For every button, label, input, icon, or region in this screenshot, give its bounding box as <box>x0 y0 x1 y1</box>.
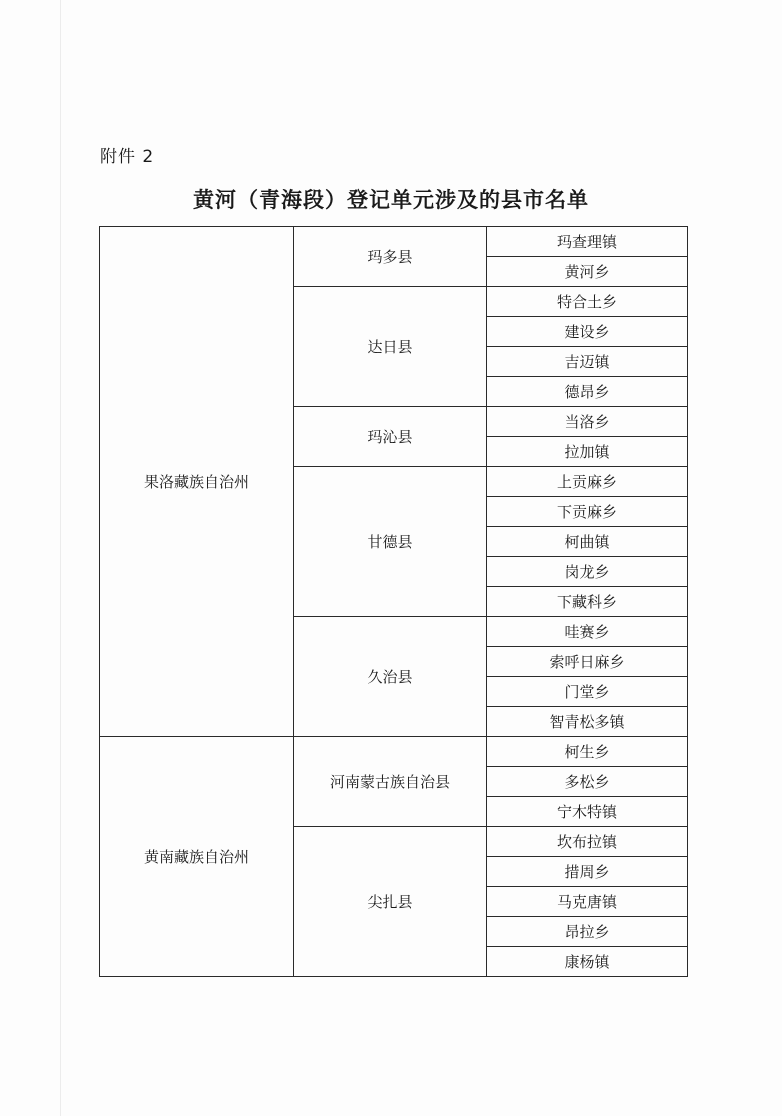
town-cell: 哇赛乡 <box>487 617 688 647</box>
town-cell: 措周乡 <box>487 857 688 887</box>
town-cell: 当洛乡 <box>487 407 688 437</box>
scan-edge-line <box>60 0 61 1116</box>
town-cell: 柯曲镇 <box>487 527 688 557</box>
table-body <box>100 227 688 977</box>
town-cell: 索呼日麻乡 <box>487 647 688 677</box>
town-cell: 康杨镇 <box>487 947 688 977</box>
table-row <box>100 227 688 257</box>
town-cell: 黄河乡 <box>487 257 688 287</box>
town-cell: 特合土乡 <box>487 287 688 317</box>
county-list-table <box>99 226 688 977</box>
county-cell: 河南蒙古族自治县 <box>294 737 487 827</box>
town-cell: 昂拉乡 <box>487 917 688 947</box>
county-cell: 甘德县 <box>294 467 487 617</box>
town-cell: 吉迈镇 <box>487 347 688 377</box>
document-title: 黄河（青海段）登记单元涉及的县市名单 <box>193 188 589 212</box>
prefecture-cell: 黄南藏族自治州 <box>100 737 294 977</box>
town-cell: 下贡麻乡 <box>487 497 688 527</box>
town-cell: 门堂乡 <box>487 677 688 707</box>
town-cell: 坎布拉镇 <box>487 827 688 857</box>
town-cell: 拉加镇 <box>487 437 688 467</box>
prefecture-cell: 果洛藏族自治州 <box>100 227 294 737</box>
county-cell: 玛沁县 <box>294 407 487 467</box>
town-cell: 上贡麻乡 <box>487 467 688 497</box>
town-cell: 建设乡 <box>487 317 688 347</box>
town-cell: 多松乡 <box>487 767 688 797</box>
town-cell: 下藏科乡 <box>487 587 688 617</box>
table-row <box>100 737 688 767</box>
county-cell: 尖扎县 <box>294 827 487 977</box>
town-cell: 玛查理镇 <box>487 227 688 257</box>
county-cell: 玛多县 <box>294 227 487 287</box>
attachment-label: 附件 2 <box>100 147 155 167</box>
town-cell: 岗龙乡 <box>487 557 688 587</box>
town-cell: 智青松多镇 <box>487 707 688 737</box>
town-cell: 柯生乡 <box>487 737 688 767</box>
town-cell: 马克唐镇 <box>487 887 688 917</box>
town-cell: 德昂乡 <box>487 377 688 407</box>
county-cell: 久治县 <box>294 617 487 737</box>
town-cell: 宁木特镇 <box>487 797 688 827</box>
county-cell: 达日县 <box>294 287 487 407</box>
